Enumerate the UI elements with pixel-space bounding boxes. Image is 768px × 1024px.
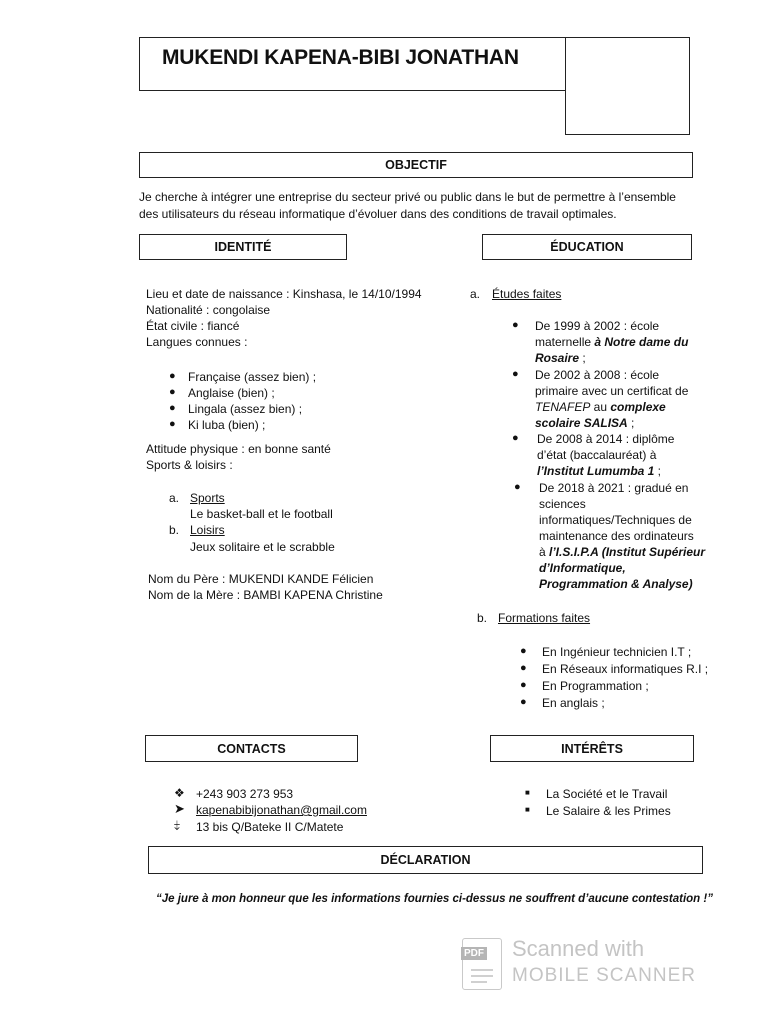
declaration-title: DÉCLARATION (380, 853, 471, 867)
study-4-line3: informatiques/Techniques de (539, 513, 692, 527)
watermark-line1: Scanned with (512, 936, 645, 961)
objective-text-line2: des utilisateurs du réseau informatique d’évoluer dans des conditions de travail optimales. (139, 207, 617, 221)
objective-text-line1: Je cherche à intégrer une entreprise du secteur privé ou public dans le but de permettre à l’ensemble (139, 190, 676, 204)
study-2-line3: TENAFEP au complexe (535, 400, 666, 414)
study-2-line4: scolaire SALISA ; (535, 416, 635, 430)
dot-bullet-icon: ● (520, 679, 527, 691)
study-2-line1: De 2002 à 2008 : école (535, 368, 660, 382)
interest-item: Le Salaire & les Primes (546, 804, 671, 818)
contact-address: 13 bis Q/Bateke II C/Matete (196, 820, 344, 834)
dot-bullet-icon: ● (512, 368, 519, 380)
father-name: Nom du Père : MUKENDI KANDE Félicien (148, 572, 374, 586)
contact-phone: +243 903 273 953 (196, 787, 294, 801)
diamond-dots-icon: ❖ (174, 786, 185, 800)
dot-bullet-icon: ● (169, 418, 176, 430)
civil-status-info: État civile : fiancé (146, 319, 240, 333)
study-1-line3: Rosaire ; (535, 351, 586, 365)
objective-title: OBJECTIF (385, 158, 447, 172)
study-3-line3: l’Institut Lumumba 1 ; (537, 464, 662, 478)
pdf-document-icon (462, 938, 502, 990)
trainings-heading: Formations faites (498, 611, 591, 625)
down-hook-arrow-icon: ⤈ (174, 817, 180, 832)
interests-title: INTÉRÊTS (561, 742, 623, 756)
mother-name: Nom de la Mère : BAMBI KAPENA Christine (148, 588, 383, 602)
study-3-line1: De 2008 à 2014 : diplôme (537, 432, 675, 446)
leisure-marker: b. (169, 523, 180, 537)
study-4-line6: d’Informatique, (539, 561, 626, 575)
nationality-info: Nationalité : congolaise (146, 303, 271, 317)
watermark-line2: MOBILE SCANNER (512, 965, 696, 986)
sports-leisure-label: Sports & loisirs : (146, 458, 233, 472)
square-bullet-icon: ■ (525, 788, 530, 797)
training-item: En Ingénieur technicien I.T ; (542, 645, 692, 659)
study-4-line7: Programmation & Analyse) (539, 577, 693, 591)
study-4-line1: De 2018 à 2021 : gradué en (539, 481, 689, 495)
dot-bullet-icon: ● (520, 696, 527, 708)
study-4-line5: à l’I.S.I.P.A (Institut Supérieur (539, 545, 706, 559)
arrowhead-icon: ➤ (174, 801, 185, 816)
language-item: Anglaise (bien) ; (188, 386, 275, 400)
study-3-line2: d’état (baccalauréat) à (537, 448, 657, 462)
contacts-title: CONTACTS (217, 742, 286, 756)
studies-marker: a. (470, 287, 481, 301)
dot-bullet-icon: ● (169, 402, 176, 414)
dot-bullet-icon: ● (512, 432, 519, 444)
studies-heading: Études faites (492, 287, 562, 301)
sports-heading: Sports (190, 491, 225, 505)
dot-bullet-icon: ● (514, 481, 521, 493)
study-4-line2: sciences (539, 497, 586, 511)
declaration-text: “Je jure à mon honneur que les informations fournies ci-dessus ne souffrent d’aucune contestation !” (156, 893, 713, 905)
study-2-line2: primaire avec un certificat de (535, 384, 689, 398)
leisure-text: Jeux solitaire et le scrabble (190, 540, 335, 554)
identity-title: IDENTITÉ (214, 240, 272, 254)
languages-label: Langues connues : (146, 335, 248, 349)
sports-text: Le basket-ball et le football (190, 507, 333, 521)
birth-info: Lieu et date de naissance : Kinshasa, le 14/10/1994 (146, 287, 422, 301)
sports-marker: a. (169, 491, 180, 505)
dot-bullet-icon: ● (512, 319, 519, 331)
attitude-info: Attitude physique : en bonne santé (146, 442, 331, 456)
contact-email: kapenabibijonathan@gmail.com (196, 803, 367, 817)
study-4-line4: maintenance des ordinateurs (539, 529, 694, 543)
photo-box (565, 37, 690, 135)
education-title: ÉDUCATION (550, 240, 624, 254)
dot-bullet-icon: ● (169, 386, 176, 398)
study-1-line1: De 1999 à 2002 : école (535, 319, 660, 333)
square-bullet-icon: ■ (525, 805, 530, 814)
language-item: Lingala (assez bien) ; (188, 402, 303, 416)
trainings-marker: b. (477, 611, 488, 625)
dot-bullet-icon: ● (520, 662, 527, 674)
interest-item: La Société et le Travail (546, 787, 668, 801)
training-item: En anglais ; (542, 696, 605, 710)
pdf-badge: PDF (461, 947, 487, 960)
language-item: Ki luba (bien) ; (188, 418, 266, 432)
dot-bullet-icon: ● (169, 370, 176, 382)
dot-bullet-icon: ● (520, 645, 527, 657)
training-item: En Programmation ; (542, 679, 649, 693)
leisure-heading: Loisirs (190, 523, 225, 537)
training-item: En Réseaux informatiques R.I ; (542, 662, 709, 676)
page-title: MUKENDI KAPENA-BIBI JONATHAN (162, 46, 519, 69)
study-1-line2: maternelle à Notre dame du (535, 335, 689, 349)
language-item: Française (assez bien) ; (188, 370, 317, 384)
